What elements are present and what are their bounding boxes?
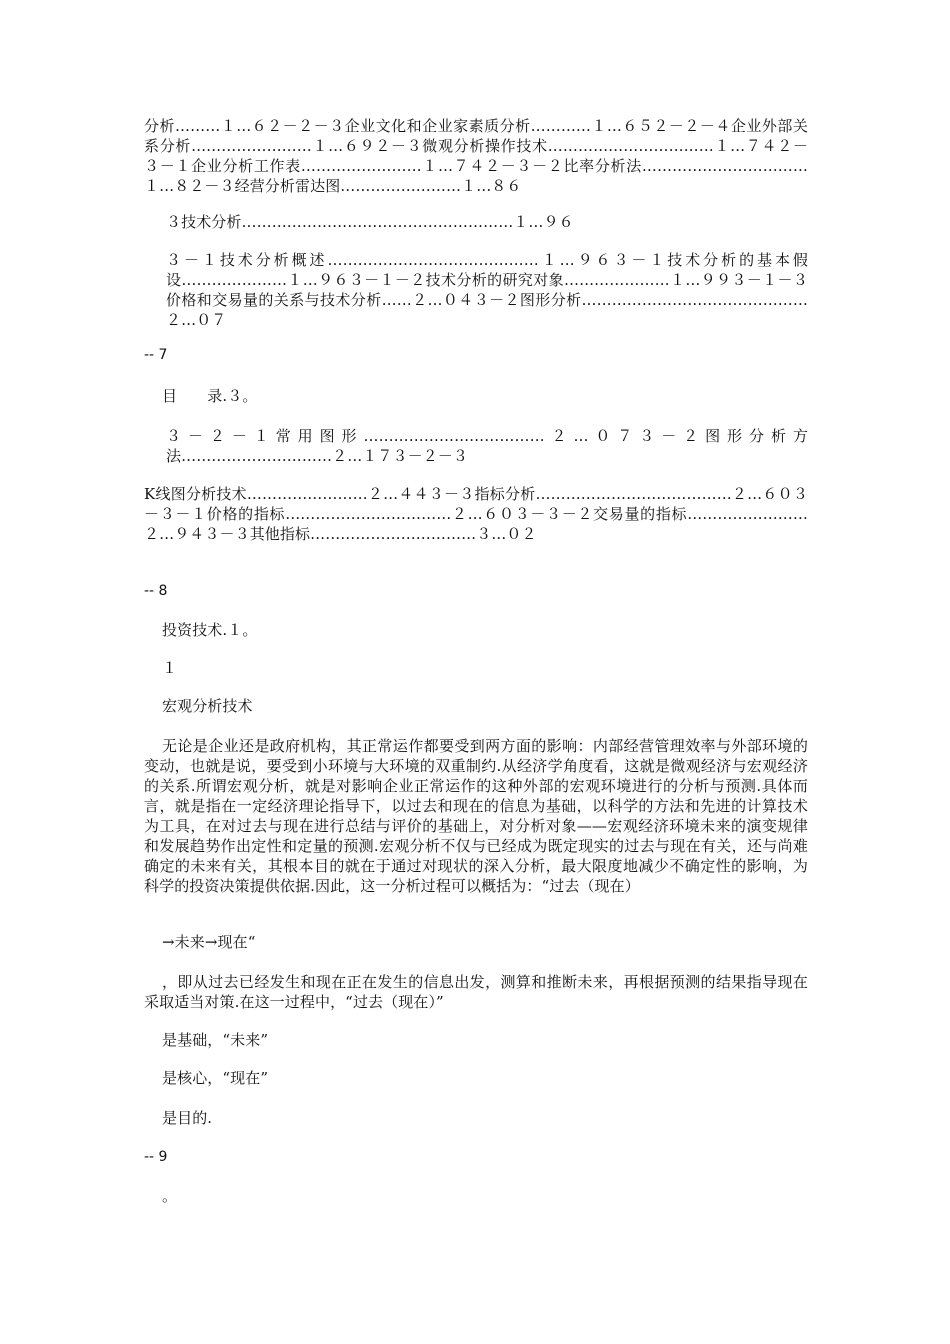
trailing-mark: 。: [162, 1187, 178, 1205]
arrow-line: →未来→现在“: [162, 933, 256, 951]
toc-block-4: ３－２－１常用图形………………………………２…０７３－２图形分析方法…………………………２…１７３－２－３: [166, 427, 808, 465]
chapter-title: 宏观分析技术: [162, 697, 253, 715]
section-header-investment: 投资技术.１。: [162, 621, 258, 639]
page-marker-8: -- 8: [144, 583, 168, 599]
section-header-mulu: 目 录.３。: [162, 387, 258, 405]
toc-block-3: ３－１技术分析概述……………………………………１…９６３－１技术分析的基本假设…………………１…９６３－１－２技术分析的研究对象…………………１…９９３－１－３价格和交易量的关系与技术分析……２…０４３－２图形分析………………………………………２…０７: [166, 251, 808, 329]
line-core: 是核心，“现在”: [162, 1069, 269, 1087]
line-purpose: 是目的.: [162, 1109, 213, 1127]
toc-block-5: K线图分析技术……………………２…４４３－３指标分析…………………………………２…６０３－３－１价格的指标……………………………２…６０３－３－２交易量的指标……………………２…９４３－３其他指标……………………………３…０２: [144, 485, 808, 543]
page-marker-7: -- 7: [144, 347, 168, 363]
body-paragraph: 无论是企业还是政府机构，其正常运作都要受到两方面的影响：内部经营管理效率与外部环境的变动，也就是说，要受到小环境与大环境的双重制约.从经济学角度看，这就是微观经济与宏观经济的关系.所谓宏观分析，就是对影响企业正常运作的这种外部的宏观环境进行的分析与预测.具体而言，就是指在一定经济理论指导下，以过去和现在的信息为基础，以科学的方法和先进的计算技术为工具，在对过去与现在进行总结与评价的基础上，对分析对象——宏观经济环境未来的演变规律和发展趋势作出定性和定量的预测.宏观分析不仅与已经成为既定现实的过去与现在有关，还与尚难确定的未来有关，其根本目的就在于通过对现状的深入分析，最大限度地减少不确定性的影响，为科学的投资决策提供依据.因此，这一分析过程可以概括为：“过去（现在）: [144, 737, 808, 895]
toc-block-2: ３技术分析………………………………………………１…９６: [166, 213, 574, 231]
chapter-number: １: [162, 659, 178, 677]
toc-block-1: 分析………１…６２－２－３企业文化和企业家素质分析…………１…６５２－２－４企业外部关系分析……………………１…６９２－３微观分析操作技术……………………………１…７４２－３－１企业分析工作表……………………１…７４２－３－２比率分析法……………………………１…８２－３经营分析雷达图……………………１…８６: [144, 117, 808, 195]
page-marker-9: -- 9: [144, 1149, 168, 1165]
line-basis: 是基础，“未来”: [162, 1031, 269, 1049]
continuation-paragraph: ，即从过去已经发生和现在正在发生的信息出发，测算和推断未来，再根据预测的结果指导现在采取适当对策.在这一过程中，“过去（现在）”: [144, 973, 808, 1011]
